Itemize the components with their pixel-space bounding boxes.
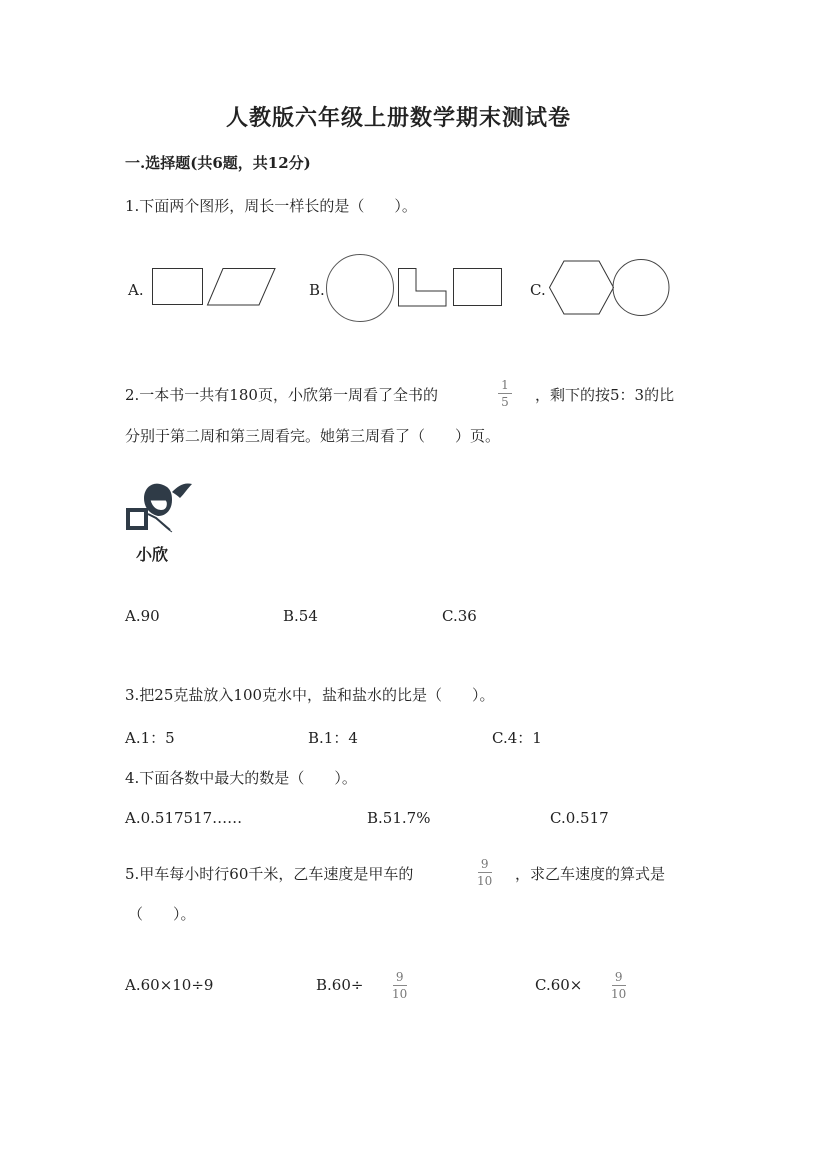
q3-option-b[interactable]: B.1：4 <box>308 729 358 747</box>
question-1-stem: 1.下面两个图形，周长一样长的是（ ）。 <box>125 197 417 215</box>
q5-option-b[interactable]: B.60÷ <box>316 976 364 994</box>
q5-option-c-fraction: 9 10 <box>611 970 627 1001</box>
q3-option-c[interactable]: C.4：1 <box>492 729 542 747</box>
figure-label: 小欣 <box>136 545 169 564</box>
q5-option-b-fraction: 9 10 <box>392 970 408 1001</box>
q2-option-b[interactable]: B.54 <box>283 607 318 625</box>
q1-option-b-label[interactable]: B. <box>309 281 325 299</box>
q4-option-a[interactable]: A.0.517517…… <box>125 809 243 827</box>
q1-shape-hexagon <box>549 260 615 316</box>
question-2-stem-part2: ，剩下的按5：3的比 <box>535 386 675 404</box>
section-heading: 一.选择题(共6题，共12分) <box>125 154 311 172</box>
q1-shape-parallelogram <box>207 268 277 306</box>
q1-shape-l-shape <box>398 268 448 308</box>
page-title: 人教版六年级上册数学期末测试卷 <box>226 105 572 131</box>
q1-option-c-label[interactable]: C. <box>530 281 546 299</box>
question-2-stem-part1: 2.一本书一共有180页，小欣第一周看了全书的 <box>125 386 438 404</box>
q1-shape-rectangle <box>152 268 204 306</box>
q5-option-c[interactable]: C.60× <box>535 976 583 994</box>
q1-shape-circle <box>325 254 397 324</box>
q4-option-b[interactable]: B.51.7% <box>367 809 431 827</box>
q2-option-a[interactable]: A.90 <box>125 607 160 625</box>
q4-option-c[interactable]: C.0.517 <box>550 809 609 827</box>
q1-shape-circle-small <box>612 259 672 317</box>
q5-fraction: 9 10 <box>477 857 493 888</box>
q1-shape-square <box>453 268 503 308</box>
question-5-stem-part1: 5.甲车每小时行60千米，乙车速度是甲车的 <box>125 865 414 883</box>
question-3-stem: 3.把25克盐放入100克水中，盐和盐水的比是（ ）。 <box>125 686 495 704</box>
q2-option-c[interactable]: C.36 <box>442 607 477 625</box>
question-5-stem-line2: （ ）。 <box>128 905 196 923</box>
question-5-stem-part2: ，求乙车速度的算式是 <box>515 865 666 883</box>
q1-option-a-label[interactable]: A. <box>128 281 144 299</box>
question-4-stem: 4.下面各数中最大的数是（ ）。 <box>125 769 357 787</box>
q3-option-a[interactable]: A.1：5 <box>125 729 175 747</box>
girl-reading-illustration <box>122 478 198 538</box>
question-2-stem-line2: 分别于第二周和第三周看完。她第三周看了（ ）页。 <box>125 427 501 445</box>
q5-option-a[interactable]: A.60×10÷9 <box>125 976 214 994</box>
q2-fraction: 1 5 <box>498 378 512 409</box>
